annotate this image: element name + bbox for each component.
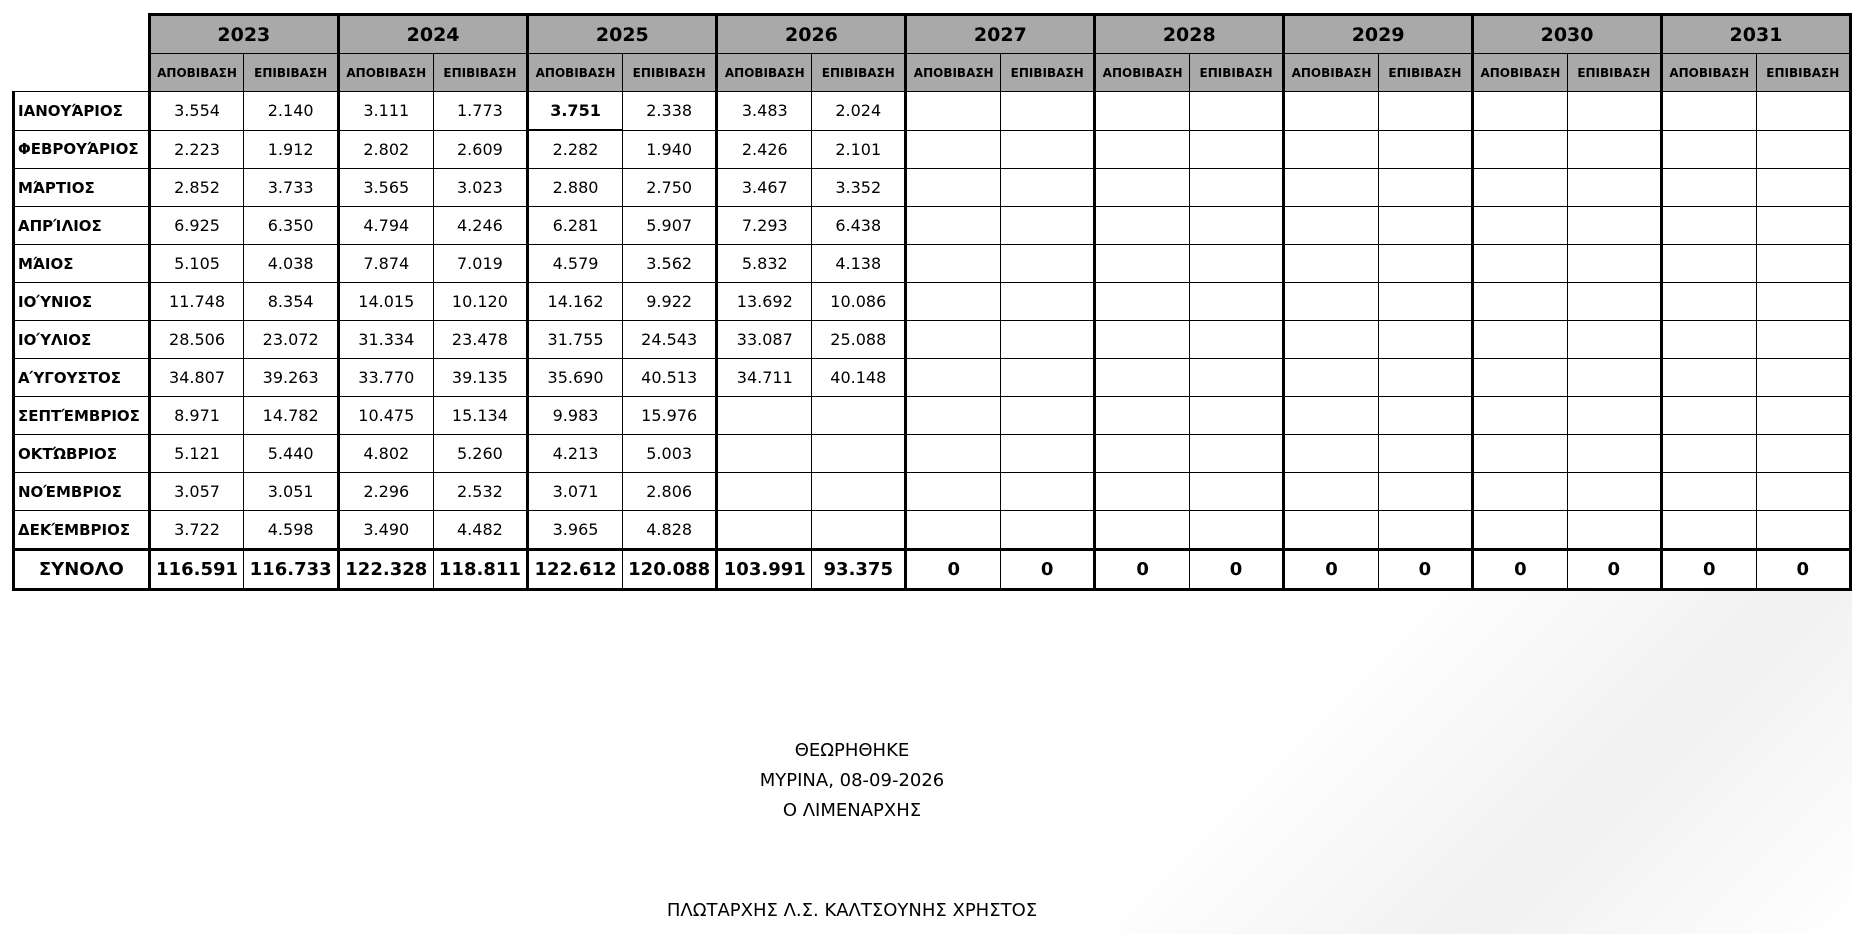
month-label: ΙΟΎΛΙΟΣ <box>14 321 150 359</box>
disembarkation-value <box>1661 435 1756 473</box>
embarkation-value: 10.120 <box>433 283 528 321</box>
disembarkation-value <box>906 321 1001 359</box>
embarkation-value: 10.086 <box>812 283 906 321</box>
total-value: 0 <box>1661 550 1756 590</box>
disembarkation-value <box>1095 435 1190 473</box>
disembarkation-value <box>1473 435 1568 473</box>
disembarkation-value <box>1095 245 1190 283</box>
place-date: ΜΥΡΙΝΑ, 08-09-2026 <box>759 770 945 791</box>
embarkation-value <box>1378 435 1472 473</box>
table-row <box>14 397 1851 435</box>
month-label: ΔΕΚΈΜΒΡΙΟΣ <box>14 511 150 550</box>
total-value: 116.591 <box>149 550 244 590</box>
embarkation-value: 39.135 <box>433 359 528 397</box>
year-header: 2027 <box>906 15 1095 54</box>
disembarkation-value <box>906 397 1001 435</box>
total-value: 120.088 <box>622 550 717 590</box>
embarkation-value <box>1000 283 1094 321</box>
embarkation-value <box>1756 169 1850 207</box>
disembarkation-value <box>1284 321 1379 359</box>
disembarkation-value <box>1473 473 1568 511</box>
embarkation-value <box>1189 321 1283 359</box>
embarkation-value <box>1000 435 1094 473</box>
embarkation-header: ΕΠΙΒΙΒΑΣΗ <box>1567 54 1661 92</box>
embarkation-value <box>1378 92 1472 131</box>
embarkation-value <box>1378 283 1472 321</box>
disembarkation-header: ΑΠΟΒΙΒΑΣΗ <box>338 54 433 92</box>
disembarkation-value: 3.722 <box>149 511 244 550</box>
disembarkation-header: ΑΠΟΒΙΒΑΣΗ <box>1473 54 1568 92</box>
embarkation-value: 4.138 <box>812 245 906 283</box>
embarkation-value <box>1000 92 1094 131</box>
embarkation-value: 7.019 <box>433 245 528 283</box>
disembarkation-value <box>906 207 1001 245</box>
table-row <box>14 511 1851 550</box>
disembarkation-value: 14.015 <box>338 283 433 321</box>
embarkation-value: 1.940 <box>622 130 717 169</box>
embarkation-value: 3.562 <box>622 245 717 283</box>
disembarkation-value: 4.802 <box>338 435 433 473</box>
disembarkation-header: ΑΠΟΒΙΒΑΣΗ <box>1284 54 1379 92</box>
disembarkation-value: 3.483 <box>717 92 812 131</box>
disembarkation-value: 2.426 <box>717 130 812 169</box>
disembarkation-header: ΑΠΟΒΙΒΑΣΗ <box>906 54 1001 92</box>
disembarkation-value: 2.296 <box>338 473 433 511</box>
disembarkation-value: 4.213 <box>528 435 623 473</box>
disembarkation-value <box>1284 473 1379 511</box>
disembarkation-value: 2.223 <box>149 130 244 169</box>
embarkation-value: 2.024 <box>812 92 906 131</box>
embarkation-value <box>812 397 906 435</box>
total-value: 0 <box>1095 550 1190 590</box>
disembarkation-value: 5.121 <box>149 435 244 473</box>
embarkation-value <box>1567 359 1661 397</box>
disembarkation-value <box>1095 397 1190 435</box>
embarkation-value <box>1567 473 1661 511</box>
embarkation-value: 5.003 <box>622 435 717 473</box>
embarkation-value: 3.733 <box>244 169 339 207</box>
signature-block <box>0 736 1704 826</box>
embarkation-value <box>1756 397 1850 435</box>
embarkation-value <box>1189 92 1283 131</box>
month-label: ΜΆΡΤΙΟΣ <box>14 169 150 207</box>
table-row <box>14 169 1851 207</box>
disembarkation-value: 33.087 <box>717 321 812 359</box>
month-label: ΙΟΎΝΙΟΣ <box>14 283 150 321</box>
embarkation-value <box>1000 473 1094 511</box>
embarkation-value <box>1378 245 1472 283</box>
disembarkation-value <box>1661 283 1756 321</box>
disembarkation-value <box>1095 130 1190 169</box>
disembarkation-value <box>1661 92 1756 131</box>
embarkation-value: 4.598 <box>244 511 339 550</box>
total-value: 118.811 <box>433 550 528 590</box>
embarkation-value <box>1189 245 1283 283</box>
embarkation-value <box>1000 245 1094 283</box>
embarkation-value: 2.806 <box>622 473 717 511</box>
disembarkation-value <box>1284 169 1379 207</box>
disembarkation-value <box>1284 130 1379 169</box>
disembarkation-value: 3.565 <box>338 169 433 207</box>
embarkation-value: 1.912 <box>244 130 339 169</box>
disembarkation-value <box>906 169 1001 207</box>
embarkation-value <box>1000 321 1094 359</box>
embarkation-value <box>1756 130 1850 169</box>
embarkation-value <box>1000 511 1094 550</box>
disembarkation-value: 3.467 <box>717 169 812 207</box>
disembarkation-header: ΑΠΟΒΙΒΑΣΗ <box>149 54 244 92</box>
officer-name: ΠΛΩΤΑΡΧΗΣ Λ.Σ. ΚΑΛΤΣΟΥΝΗΣ ΧΡΗΣΤΟΣ <box>666 900 1038 921</box>
table-row <box>14 207 1851 245</box>
embarkation-value <box>1756 283 1850 321</box>
disembarkation-value <box>1473 321 1568 359</box>
embarkation-header: ΕΠΙΒΙΒΑΣΗ <box>812 54 906 92</box>
corner-cell <box>14 54 150 92</box>
embarkation-value: 24.543 <box>622 321 717 359</box>
embarkation-value <box>1378 511 1472 550</box>
disembarkation-value: 5.832 <box>717 245 812 283</box>
table-row <box>14 283 1851 321</box>
embarkation-value <box>1756 511 1850 550</box>
embarkation-value: 40.513 <box>622 359 717 397</box>
month-label: ΙΑΝΟΥΆΡΙΟΣ <box>14 92 150 131</box>
embarkation-header: ΕΠΙΒΙΒΑΣΗ <box>1000 54 1094 92</box>
embarkation-header: ΕΠΙΒΙΒΑΣΗ <box>433 54 528 92</box>
table-row <box>14 92 1851 131</box>
disembarkation-value <box>717 473 812 511</box>
disembarkation-value: 31.755 <box>528 321 623 359</box>
disembarkation-value: 4.579 <box>528 245 623 283</box>
disembarkation-value: 2.282 <box>528 130 623 169</box>
disembarkation-value <box>1284 283 1379 321</box>
disembarkation-value: 7.874 <box>338 245 433 283</box>
embarkation-value <box>1567 397 1661 435</box>
year-header: 2031 <box>1661 15 1850 54</box>
embarkation-value: 2.140 <box>244 92 339 131</box>
total-value: 0 <box>1756 550 1850 590</box>
corner-cell <box>14 15 150 54</box>
table-row <box>14 321 1851 359</box>
embarkation-value: 2.101 <box>812 130 906 169</box>
month-label: ΟΚΤΏΒΡΙΟΣ <box>14 435 150 473</box>
embarkation-value <box>1000 169 1094 207</box>
disembarkation-value <box>906 245 1001 283</box>
embarkation-value <box>1756 359 1850 397</box>
embarkation-value: 5.260 <box>433 435 528 473</box>
disembarkation-value <box>1473 283 1568 321</box>
embarkation-value: 40.148 <box>812 359 906 397</box>
embarkation-value: 6.438 <box>812 207 906 245</box>
embarkation-header: ΕΠΙΒΙΒΑΣΗ <box>244 54 339 92</box>
year-header-row <box>14 15 1851 54</box>
disembarkation-value: 3.071 <box>528 473 623 511</box>
disembarkation-value <box>1473 207 1568 245</box>
embarkation-value <box>1189 359 1283 397</box>
embarkation-value: 9.922 <box>622 283 717 321</box>
embarkation-header: ΕΠΙΒΙΒΑΣΗ <box>1189 54 1283 92</box>
disembarkation-value <box>906 473 1001 511</box>
disembarkation-value <box>1284 511 1379 550</box>
embarkation-value: 23.478 <box>433 321 528 359</box>
embarkation-value: 1.773 <box>433 92 528 131</box>
embarkation-value: 5.440 <box>244 435 339 473</box>
embarkation-value <box>1567 283 1661 321</box>
disembarkation-value <box>1095 169 1190 207</box>
disembarkation-value <box>1095 321 1190 359</box>
embarkation-value: 39.263 <box>244 359 339 397</box>
embarkation-value <box>1756 473 1850 511</box>
embarkation-value <box>1378 397 1472 435</box>
total-value: 0 <box>1473 550 1568 590</box>
disembarkation-value: 14.162 <box>528 283 623 321</box>
table-body <box>14 92 1851 590</box>
embarkation-value <box>1189 511 1283 550</box>
embarkation-value <box>1567 92 1661 131</box>
disembarkation-value <box>906 511 1001 550</box>
month-label: ΝΟΈΜΒΡΙΟΣ <box>14 473 150 511</box>
total-value: 122.328 <box>338 550 433 590</box>
disembarkation-value <box>1284 207 1379 245</box>
disembarkation-value: 6.281 <box>528 207 623 245</box>
disembarkation-value <box>1661 245 1756 283</box>
total-value: 0 <box>1284 550 1379 590</box>
disembarkation-value <box>906 283 1001 321</box>
disembarkation-value: 2.852 <box>149 169 244 207</box>
embarkation-value <box>1378 130 1472 169</box>
embarkation-value <box>1567 207 1661 245</box>
embarkation-value <box>1378 321 1472 359</box>
disembarkation-value: 9.983 <box>528 397 623 435</box>
embarkation-value: 25.088 <box>812 321 906 359</box>
total-value: 0 <box>906 550 1001 590</box>
disembarkation-value <box>1661 397 1756 435</box>
embarkation-value <box>1756 321 1850 359</box>
disembarkation-header: ΑΠΟΒΙΒΑΣΗ <box>717 54 812 92</box>
year-header: 2029 <box>1284 15 1473 54</box>
disembarkation-value <box>1661 130 1756 169</box>
disembarkation-value <box>1473 397 1568 435</box>
embarkation-value <box>1567 435 1661 473</box>
disembarkation-value <box>1095 92 1190 131</box>
embarkation-value <box>812 435 906 473</box>
passenger-statistics-table <box>12 13 1852 591</box>
embarkation-value <box>1000 130 1094 169</box>
embarkation-value <box>1567 130 1661 169</box>
embarkation-value <box>1000 359 1094 397</box>
embarkation-value <box>1567 511 1661 550</box>
embarkation-value <box>1000 397 1094 435</box>
disembarkation-value <box>1661 359 1756 397</box>
embarkation-value <box>1189 169 1283 207</box>
disembarkation-value: 4.794 <box>338 207 433 245</box>
embarkation-value <box>1189 283 1283 321</box>
disembarkation-value: 5.105 <box>149 245 244 283</box>
disembarkation-value: 35.690 <box>528 359 623 397</box>
embarkation-value <box>812 511 906 550</box>
disembarkation-value <box>1095 207 1190 245</box>
total-value: 93.375 <box>812 550 906 590</box>
disembarkation-value <box>1661 207 1756 245</box>
disembarkation-value: 11.748 <box>149 283 244 321</box>
table-row <box>14 473 1851 511</box>
approval-label: ΘΕΩΡΗΘΗΚΕ <box>794 740 910 761</box>
disembarkation-value: 6.925 <box>149 207 244 245</box>
embarkation-header: ΕΠΙΒΙΒΑΣΗ <box>622 54 717 92</box>
embarkation-value: 3.051 <box>244 473 339 511</box>
table-row <box>14 359 1851 397</box>
disembarkation-value <box>1284 397 1379 435</box>
disembarkation-value: 28.506 <box>149 321 244 359</box>
embarkation-header: ΕΠΙΒΙΒΑΣΗ <box>1378 54 1472 92</box>
disembarkation-value: 3.111 <box>338 92 433 131</box>
disembarkation-value: 34.711 <box>717 359 812 397</box>
embarkation-value: 4.482 <box>433 511 528 550</box>
embarkation-value <box>1378 207 1472 245</box>
embarkation-value <box>1567 169 1661 207</box>
disembarkation-header: ΑΠΟΒΙΒΑΣΗ <box>1661 54 1756 92</box>
embarkation-value <box>1756 92 1850 131</box>
embarkation-value: 6.350 <box>244 207 339 245</box>
embarkation-value <box>1000 207 1094 245</box>
disembarkation-value <box>1661 321 1756 359</box>
embarkation-value: 4.828 <box>622 511 717 550</box>
embarkation-value: 3.352 <box>812 169 906 207</box>
total-label: ΣΥΝΟΛΟ <box>14 550 150 590</box>
total-value: 0 <box>1189 550 1283 590</box>
year-header: 2028 <box>1095 15 1284 54</box>
disembarkation-value <box>1284 245 1379 283</box>
disembarkation-value <box>1284 435 1379 473</box>
embarkation-value: 14.782 <box>244 397 339 435</box>
subheader-row <box>14 54 1851 92</box>
total-value: 116.733 <box>244 550 339 590</box>
disembarkation-value: 31.334 <box>338 321 433 359</box>
disembarkation-value <box>1661 511 1756 550</box>
disembarkation-value <box>1473 511 1568 550</box>
embarkation-value <box>1756 245 1850 283</box>
embarkation-value <box>1189 130 1283 169</box>
disembarkation-value: 13.692 <box>717 283 812 321</box>
embarkation-value: 2.532 <box>433 473 528 511</box>
embarkation-header: ΕΠΙΒΙΒΑΣΗ <box>1756 54 1850 92</box>
disembarkation-value <box>1095 473 1190 511</box>
embarkation-value: 2.750 <box>622 169 717 207</box>
table-row <box>14 245 1851 283</box>
month-label: ΑΎΓΟΥΣΤΟΣ <box>14 359 150 397</box>
embarkation-value <box>1756 207 1850 245</box>
disembarkation-value <box>717 397 812 435</box>
disembarkation-value: 3.965 <box>528 511 623 550</box>
embarkation-value: 15.134 <box>433 397 528 435</box>
disembarkation-value <box>906 435 1001 473</box>
month-label: ΦΕΒΡΟΥΆΡΙΟΣ <box>14 130 150 169</box>
disembarkation-value: 10.475 <box>338 397 433 435</box>
disembarkation-value: 3.751 <box>528 92 623 131</box>
embarkation-value <box>1756 435 1850 473</box>
disembarkation-value <box>1473 359 1568 397</box>
disembarkation-header: ΑΠΟΒΙΒΑΣΗ <box>528 54 623 92</box>
embarkation-value: 8.354 <box>244 283 339 321</box>
total-value: 103.991 <box>717 550 812 590</box>
embarkation-value: 4.038 <box>244 245 339 283</box>
disembarkation-value <box>1095 283 1190 321</box>
disembarkation-value <box>1473 92 1568 131</box>
total-value: 0 <box>1567 550 1661 590</box>
disembarkation-value: 33.770 <box>338 359 433 397</box>
disembarkation-value: 3.057 <box>149 473 244 511</box>
year-header: 2026 <box>717 15 906 54</box>
disembarkation-value <box>1473 245 1568 283</box>
embarkation-value: 4.246 <box>433 207 528 245</box>
disembarkation-value <box>906 92 1001 131</box>
disembarkation-value: 2.880 <box>528 169 623 207</box>
year-header: 2030 <box>1473 15 1662 54</box>
disembarkation-value: 7.293 <box>717 207 812 245</box>
disembarkation-value <box>1284 92 1379 131</box>
total-row <box>14 550 1851 590</box>
disembarkation-value <box>717 435 812 473</box>
disembarkation-value <box>1284 359 1379 397</box>
disembarkation-value <box>906 359 1001 397</box>
disembarkation-value: 8.971 <box>149 397 244 435</box>
total-value: 122.612 <box>528 550 623 590</box>
year-header: 2024 <box>338 15 527 54</box>
month-label: ΣΕΠΤΈΜΒΡΙΟΣ <box>14 397 150 435</box>
disembarkation-value <box>906 130 1001 169</box>
disembarkation-value <box>1095 359 1190 397</box>
embarkation-value <box>1189 397 1283 435</box>
table-row <box>14 130 1851 169</box>
year-header: 2025 <box>528 15 717 54</box>
disembarkation-value <box>1095 511 1190 550</box>
embarkation-value: 15.976 <box>622 397 717 435</box>
disembarkation-value: 2.802 <box>338 130 433 169</box>
embarkation-value <box>1567 245 1661 283</box>
disembarkation-value: 3.554 <box>149 92 244 131</box>
embarkation-value: 2.609 <box>433 130 528 169</box>
embarkation-value <box>1567 321 1661 359</box>
disembarkation-value <box>1661 169 1756 207</box>
embarkation-value: 5.907 <box>622 207 717 245</box>
disembarkation-value <box>1473 169 1568 207</box>
table-row <box>14 435 1851 473</box>
embarkation-value <box>1378 359 1472 397</box>
embarkation-value <box>1378 169 1472 207</box>
total-value: 0 <box>1000 550 1094 590</box>
total-value: 0 <box>1378 550 1472 590</box>
disembarkation-value <box>717 511 812 550</box>
embarkation-value <box>1378 473 1472 511</box>
month-label: ΑΠΡΊΛΙΟΣ <box>14 207 150 245</box>
disembarkation-value <box>1473 130 1568 169</box>
disembarkation-value <box>1661 473 1756 511</box>
embarkation-value <box>1189 207 1283 245</box>
officer-title: Ο ΛΙΜΕΝΑΡΧΗΣ <box>782 800 922 821</box>
month-label: ΜΆΙΟΣ <box>14 245 150 283</box>
year-header: 2023 <box>149 15 338 54</box>
embarkation-value <box>812 473 906 511</box>
embarkation-value: 3.023 <box>433 169 528 207</box>
embarkation-value <box>1189 435 1283 473</box>
disembarkation-value: 34.807 <box>149 359 244 397</box>
embarkation-value: 23.072 <box>244 321 339 359</box>
disembarkation-value: 3.490 <box>338 511 433 550</box>
disembarkation-header: ΑΠΟΒΙΒΑΣΗ <box>1095 54 1190 92</box>
embarkation-value: 2.338 <box>622 92 717 131</box>
embarkation-value <box>1189 473 1283 511</box>
